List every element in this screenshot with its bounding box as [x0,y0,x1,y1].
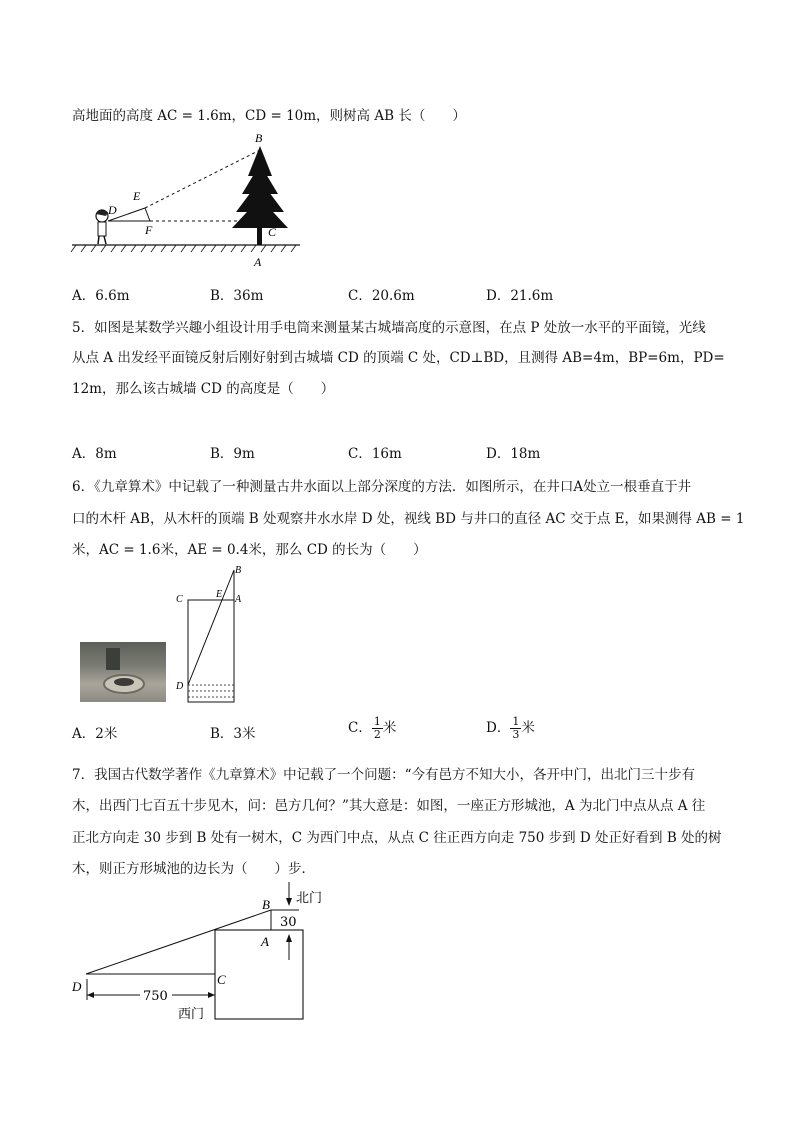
label-a: A [254,255,262,269]
label-750: 750 [143,989,168,1004]
fraction: $\frac{1}{3}$ [512,715,520,741]
q7-line4: 木，则正方形城池的边长为（ ）步． [72,861,315,877]
q6-option-c[interactable]: C． $\frac{1}{2}$ 米 [348,715,397,741]
q7-city-figure [60,880,350,1030]
label-c: C [176,594,183,605]
q4-option-d[interactable]: D．21.6m [486,288,554,304]
q7-line3: 正北方向走 30 步到 B 处有一树木，C 为西门中点，从点 C 往正西方向走 750 步到 D 处正好看到 B 处的树 [72,830,722,846]
q4-tree-figure [68,128,308,273]
q6-line2: 口的木杆 AB，从木杆的顶端 B 处观察井水水岸 D 处，视线 BD 与井口的直径 AC 交于点 E，如果测得 AB = 1 [72,511,745,527]
q6-line1: 6．《九章算术》中记载了一种测量古井水面以上部分深度的方法．如图所示，在井口A处立一根垂直于井 [72,479,692,495]
label-c: C [268,225,277,239]
label-d: D [72,979,82,994]
fraction: $\frac{1}{2}$ [373,715,381,741]
label-a: A [235,594,242,605]
label-b: B [262,897,270,912]
q6-option-b[interactable]: B．3米 [210,726,256,742]
well-photo [80,642,166,702]
q6-line3: 米，AC = 1.6米，AE = 0.4米，那么 CD 的长为（ ） [72,542,427,558]
q5-option-a[interactable]: A．8m [72,446,117,462]
q5-option-d[interactable]: D．18m [486,446,541,462]
q5-option-b[interactable]: B．9m [210,446,255,462]
label-f: F [145,223,153,237]
q6-well-figure [172,562,252,707]
q4-text: 高地面的高度 AC = 1.6m，CD = 10m，则树高 AB 长（ ） [72,108,466,124]
q6-option-d[interactable]: D． $\frac{1}{3}$ 米 [486,715,535,741]
q4-option-c[interactable]: C．20.6m [348,288,415,304]
q7-line1: 7．我国古代数学著作《九章算术》中记载了一个问题：“今有邑方不知大小，各开中门，出北门三十步有 [72,767,695,783]
q5-option-c[interactable]: C．16m [348,446,402,462]
label-d: D [108,203,117,217]
label-e: E [216,589,223,600]
label-e: E [133,189,141,203]
q6-option-a[interactable]: A．2米 [72,726,118,742]
q5-line3: 12m，那么该古城墙 CD 的高度是（ ） [72,381,335,397]
q5-line2: 从点 A 出发经平面镜反射后刚好射到古城墙 CD 的顶端 C 处，CD⊥BD，且测得 AB=4m，BP=6m，PD= [72,350,725,366]
label-b: B [235,565,242,576]
q7-line2: 木，出西门七百五十步见木，问：邑方几何？”其大意是：如图，一座正方形城池，A 为北门中点从点 A 往 [72,798,706,814]
label-d: D [176,681,184,692]
label-a: A [261,934,269,949]
tree-icon [232,146,288,245]
q4-option-a[interactable]: A．6.6m [72,288,130,304]
west-gate-label: 西门 [178,1007,205,1022]
label-c: C [217,972,226,987]
north-gate-label: 北门 [296,891,323,906]
label-30: 30 [280,915,297,930]
label-b: B [255,131,263,145]
q4-option-b[interactable]: B．36m [210,288,264,304]
person-icon [96,210,108,244]
q5-line1: 5．如图是某数学兴趣小组设计用手电筒来测量某古城墙高度的示意图，在点 P 处放一水平的平面镜，光线 [72,320,706,336]
